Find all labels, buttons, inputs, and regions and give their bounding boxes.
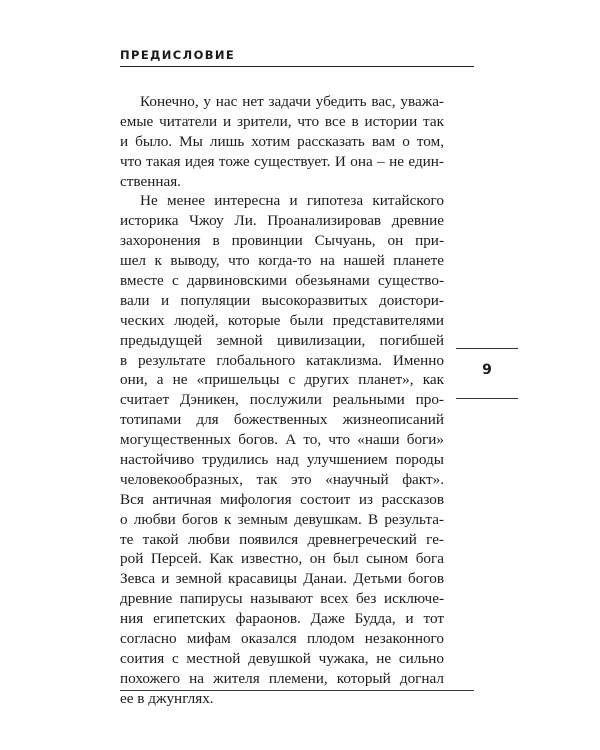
paragraph-2 <box>120 191 444 708</box>
text-line: они, а не «пришельцы с других планет», как <box>120 371 444 389</box>
text-line: похожего на жителя племени, который догнал <box>120 669 444 687</box>
text-line: емые читатели и зрители, что все в истории так <box>120 112 444 130</box>
footer-rule <box>120 690 474 691</box>
text-line: Конечно, у нас нет задачи убедить вас, уважа- <box>140 93 444 110</box>
text-line: человекообразных, так это «научный факт». <box>120 470 444 488</box>
text-line: Вся античная мифология состоит из рассказов <box>120 490 444 508</box>
text-line: в результате глобального катаклизма. Именно <box>120 351 444 369</box>
body-text <box>120 92 444 709</box>
text-line: Зевса и земной красавицы Данаи. Детьми богов <box>120 570 444 588</box>
running-head: ПРЕДИСЛОВИЕ <box>120 48 236 62</box>
text-line: вместе с дарвиновскими обезьянами существо- <box>120 272 444 290</box>
text-line: ческих людей, которые были представителями <box>120 311 444 329</box>
page-number-rule-top <box>456 348 518 349</box>
text-line: о любви богов к земным девушкам. В результа- <box>120 510 444 528</box>
text-line: ния египетских фараонов. Даже Будда, и тот <box>120 610 444 628</box>
text-line: тотипами для божественных жизнеописаний <box>120 411 444 429</box>
text-line: соития с местной девушкой чужака, не сильно <box>120 649 444 667</box>
text-line: что такая идея тоже существует. И она – не един- <box>120 152 444 170</box>
text-line: согласно мифам оказался плодом незаконного <box>120 630 444 648</box>
text-line: Не менее интересна и гипотеза китайского <box>140 192 444 210</box>
text-line: предыдущей земной цивилизации, погибшей <box>120 331 444 349</box>
text-line: те такой любви появился древнегреческий ге- <box>120 530 444 548</box>
page-number: 9 <box>482 362 492 378</box>
text-line: ее в джунглях. <box>120 689 214 707</box>
text-line: вали и популяции высокоразвитых доистори- <box>120 291 444 309</box>
text-line: настойчиво трудились над улучшением породы <box>120 451 444 469</box>
header-rule <box>120 66 474 67</box>
text-line: могущественных богов. А то, что «наши боги» <box>120 431 444 449</box>
text-line: шел к выводу, что когда-то на нашей планете <box>120 252 444 270</box>
text-line: рой Персей. Как известно, он был сыном бога <box>120 550 444 568</box>
text-line: ственная. <box>120 172 181 190</box>
paragraph-1 <box>120 92 444 191</box>
text-line: историка Чжоу Ли. Проанализировав древние <box>120 212 444 230</box>
text-line: считает Дэникен, послужили реальными про- <box>120 391 444 409</box>
text-line: древние папирусы называют всех без исключе- <box>120 590 444 608</box>
text-line: захоронения в провинции Сычуань, он при- <box>120 232 444 250</box>
text-line: и было. Мы лишь хотим рассказать вам о том, <box>120 132 444 150</box>
page-number-rule-bottom <box>456 398 518 399</box>
